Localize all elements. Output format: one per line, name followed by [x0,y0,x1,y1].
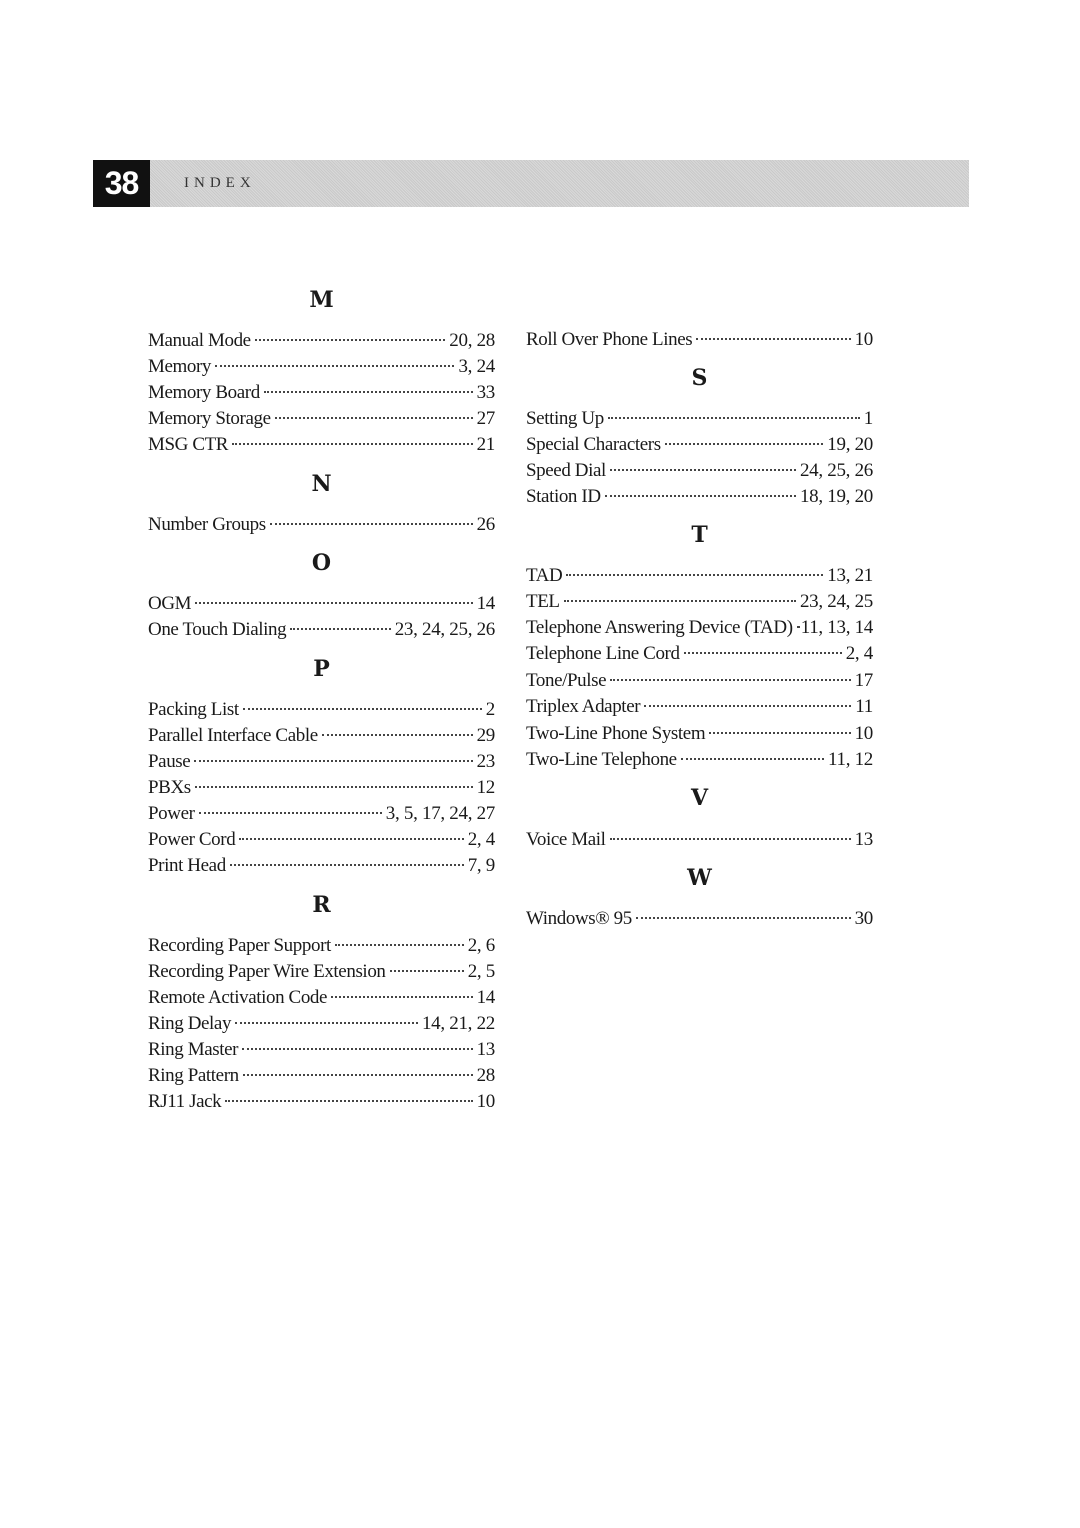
section-letter: S [691,365,708,391]
index-term: Recording Paper Wire Extension [148,961,386,982]
index-term: Memory Board [148,382,260,403]
index-entry [148,1011,495,1037]
dot-leader [681,758,824,760]
index-entry [148,328,495,354]
index-term: RJ11 Jack [148,1091,222,1112]
page-references: 13, 21 [827,565,873,586]
index-entry [526,694,873,720]
dot-leader [195,602,472,604]
page-references: 24, 25, 26 [799,460,873,481]
page-references: 18, 19, 20 [799,486,873,507]
index-entry [148,985,495,1011]
index-entry [148,617,495,643]
index-term: Voice Mail [526,829,606,850]
page-references: 10 [854,329,873,350]
index-entry [148,380,495,406]
dot-leader [270,523,473,525]
index-term: Power [148,803,195,824]
index-term: Pause [148,751,191,772]
section-letter: W [687,865,712,891]
page-references: 3, 5, 17, 24, 27 [385,803,495,824]
page-references: 13 [476,1039,495,1060]
index-entry [148,749,495,775]
dot-leader [230,864,464,866]
index-entry [526,484,873,510]
page-references: 20, 28 [449,330,495,351]
dot-leader [195,786,473,788]
index-term: One Touch Dialing [148,619,287,640]
page-references: 7, 9 [467,855,495,876]
dot-leader [331,996,473,998]
page-references: 2, 4 [845,643,873,664]
page-references: 1 [863,408,873,429]
index-term: Roll Over Phone Lines [526,329,693,350]
index-term: TAD [526,565,563,586]
page-references: 30 [854,908,873,929]
page-references: 2, 4 [467,829,495,850]
dot-leader [608,417,860,419]
dot-leader [322,734,473,736]
page-references: 14 [476,987,495,1008]
index-term: PBXs [148,777,191,798]
index-term: Print Head [148,855,226,876]
dot-leader [242,1048,473,1050]
index-entry [148,775,495,801]
page-references: 11, 13, 14 [800,617,873,638]
dot-leader [243,1074,473,1076]
index-term: Windows® 95 [526,908,632,929]
index-entry [526,668,873,694]
dot-leader [235,1022,418,1024]
dot-leader [605,495,796,497]
index-term: Remote Activation Code [148,987,328,1008]
index-entry [526,327,873,353]
index-term: Manual Mode [148,330,251,351]
page-references: 11 [855,696,873,717]
dot-leader [644,705,851,707]
page-references: 14, 21, 22 [421,1013,495,1034]
dot-leader [290,628,390,630]
index-entry [148,959,495,985]
index-entry [148,1089,495,1115]
section-letter: R [312,892,331,918]
page-references: 23, 24, 25, 26 [394,619,495,640]
dot-leader [709,732,850,734]
dot-leader [239,838,463,840]
page-references: 14 [476,593,495,614]
page-number: 38 [93,160,150,207]
dot-leader [636,917,851,919]
index-entry [148,1063,495,1089]
page-references: 2, 6 [467,935,495,956]
page-references: 19, 20 [827,434,873,455]
index-entry [526,827,873,853]
index-entry [148,1037,495,1063]
dot-leader [243,708,482,710]
index-term: Packing List [148,699,239,720]
index-entry [148,933,495,959]
index-term: TEL [526,591,560,612]
dot-leader [610,469,796,471]
dot-leader [255,339,446,341]
page-references: 26 [476,514,495,535]
page-references: 2 [485,699,495,720]
index-entry [148,432,495,458]
page-references: 12 [476,777,495,798]
page-references: 3, 24 [458,356,495,377]
page-references: 28 [476,1065,495,1086]
dot-leader [199,812,382,814]
dot-leader [335,944,464,946]
dot-leader [696,338,850,340]
index-entry [148,723,495,749]
index-entry [148,697,495,723]
page-references: 23, 24, 25 [799,591,873,612]
index-entry [148,801,495,827]
index-term: Setting Up [526,408,604,429]
dot-leader [564,600,796,602]
section-letter: P [313,656,330,682]
index-term: Triplex Adapter [526,696,641,717]
index-term: Ring Master [148,1039,239,1060]
index-term: Two-Line Telephone [526,749,677,770]
index-term: Telephone Answering Device (TAD) [526,617,793,638]
index-entry [526,641,873,667]
section-letter: O [311,550,332,576]
index-entry [526,432,873,458]
index-entry [526,747,873,773]
index-term: Number Groups [148,514,266,535]
index-term: Memory [148,356,212,377]
dot-leader [390,970,464,972]
page-references: 23 [476,751,495,772]
index-entry [148,354,495,380]
dot-leader [225,1100,472,1102]
page-references: 21 [476,434,495,455]
dot-leader [566,574,823,576]
section-letter: M [309,287,334,313]
index-term: Station ID [526,486,601,507]
index-term: Ring Delay [148,1013,232,1034]
dot-leader [610,838,851,840]
index-entry [526,589,873,615]
index-term: Ring Pattern [148,1065,239,1086]
page-references: 13 [854,829,873,850]
index-entry [148,512,495,538]
dot-leader [665,443,824,445]
index-term: OGM [148,593,192,614]
index-term: Telephone Line Cord [526,643,680,664]
index-term: Tone/Pulse [526,670,607,691]
page-references: 29 [476,725,495,746]
page-references: 10 [476,1091,495,1112]
index-term: MSG CTR [148,434,229,455]
dot-leader [194,760,472,762]
section-letter: V [690,785,709,811]
dot-leader [610,679,850,681]
index-entry [148,853,495,879]
index-entry [526,406,873,432]
section-letter: N [311,471,332,497]
page-header [93,160,969,207]
index-term: Special Characters [526,434,661,455]
dot-leader [264,391,473,393]
page-references: 2, 5 [467,961,495,982]
index-term: Speed Dial [526,460,606,481]
dot-leader [215,365,454,367]
page-references: 27 [476,408,495,429]
page-references: 10 [854,723,873,744]
index-term: Parallel Interface Cable [148,725,318,746]
index-entry [526,906,873,932]
index-term: Power Cord [148,829,236,850]
index-entry [526,615,873,641]
page-references: 17 [854,670,873,691]
index-entry [526,563,873,589]
index-term: Memory Storage [148,408,271,429]
dot-leader [684,652,842,654]
index-entry [526,721,873,747]
index-entry [148,406,495,432]
index-term: Recording Paper Support [148,935,331,956]
dot-leader [275,417,473,419]
page-title: INDEX [184,175,256,191]
section-letter: T [691,522,708,548]
index-entry [148,827,495,853]
index-term: Two-Line Phone System [526,723,706,744]
index-entry [148,591,495,617]
dot-leader [232,443,473,445]
page-references: 33 [476,382,495,403]
index-entry [526,458,873,484]
page-references: 11, 12 [828,749,873,770]
